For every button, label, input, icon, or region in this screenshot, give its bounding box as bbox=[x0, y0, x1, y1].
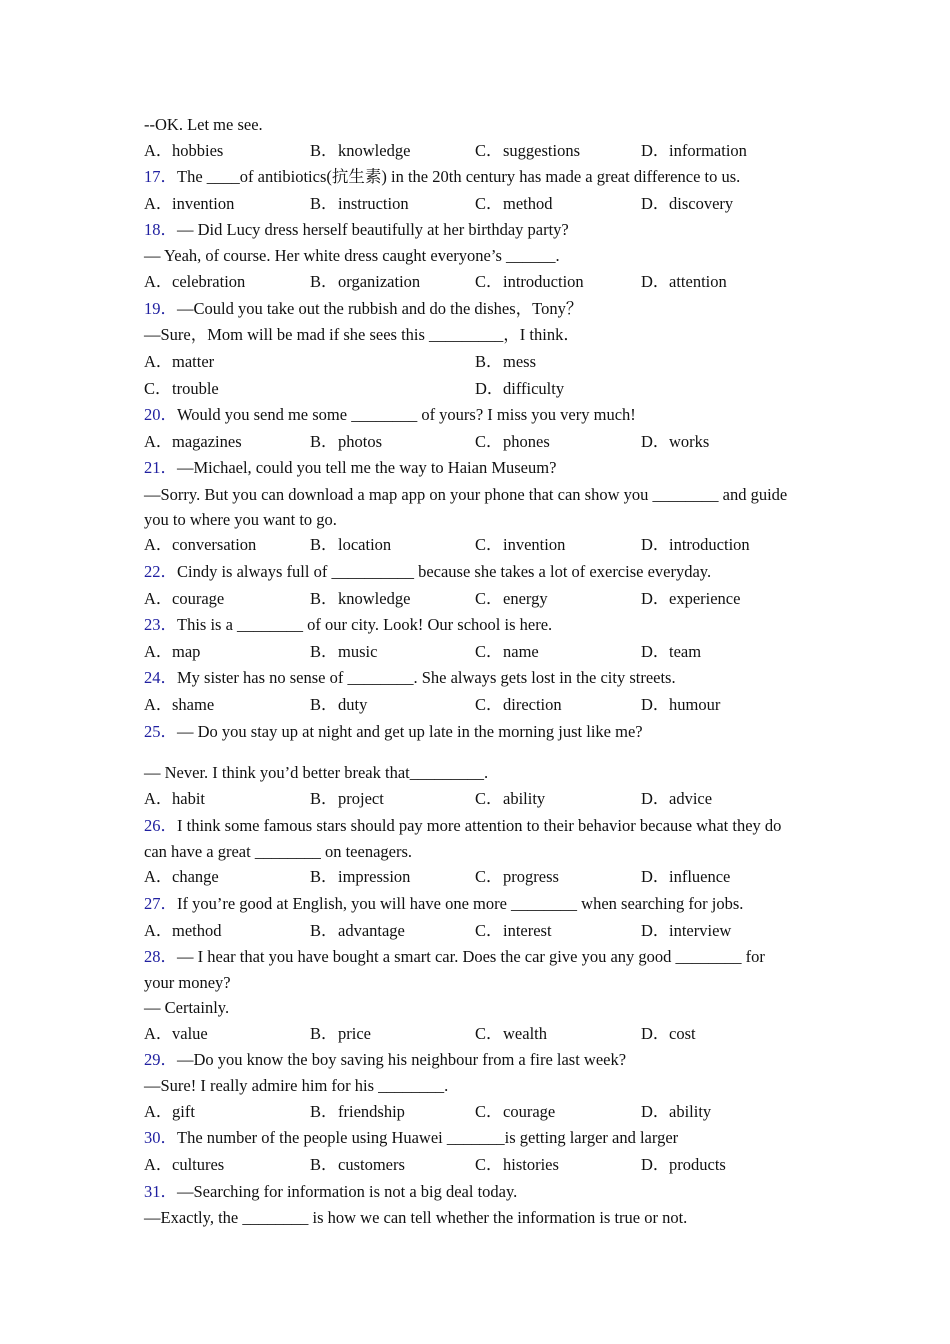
option-label: A． bbox=[144, 535, 173, 554]
option-a bbox=[144, 1101, 195, 1123]
option-text: difficulty bbox=[503, 379, 565, 398]
question-text: —Sorry. But you can download a map app on your phone that can show you ________ and guide bbox=[144, 485, 788, 504]
question-stem bbox=[144, 667, 676, 689]
question-text: Would you send me some ________ of yours? I miss you very much! bbox=[177, 405, 636, 424]
option-text: conversation bbox=[172, 535, 257, 554]
question-text: —Sure! I really admire him for his ________. bbox=[144, 1076, 449, 1095]
option-label: D． bbox=[641, 194, 670, 213]
option-c bbox=[475, 534, 565, 556]
option-text: friendship bbox=[338, 1102, 405, 1121]
question-text: If you’re good at English, you will have one more ________ when searching for jobs. bbox=[177, 894, 744, 913]
option-c bbox=[475, 694, 562, 716]
option-c bbox=[475, 866, 559, 888]
option-label: C． bbox=[475, 867, 503, 886]
option-label: A． bbox=[144, 141, 173, 160]
option-text: gift bbox=[172, 1102, 195, 1121]
option-text: price bbox=[338, 1024, 371, 1043]
option-text: energy bbox=[503, 589, 548, 608]
option-label: B． bbox=[310, 642, 338, 661]
option-label: C． bbox=[475, 535, 503, 554]
option-text: knowledge bbox=[338, 589, 411, 608]
option-text: invention bbox=[172, 194, 235, 213]
option-text: team bbox=[669, 642, 702, 661]
question-text: —Do you know the boy saving his neighbour from a fire last week? bbox=[177, 1050, 627, 1069]
question-stem bbox=[144, 1049, 626, 1071]
option-d bbox=[641, 920, 731, 942]
option-text: name bbox=[503, 642, 539, 661]
option-label: B． bbox=[475, 352, 503, 371]
option-d bbox=[641, 866, 730, 888]
option-label: D． bbox=[641, 141, 670, 160]
question-number: 23． bbox=[144, 615, 177, 634]
option-label: D． bbox=[641, 1102, 670, 1121]
question-stem bbox=[144, 561, 711, 583]
option-b bbox=[310, 1154, 405, 1176]
option-label: A． bbox=[144, 194, 173, 213]
option-text: products bbox=[669, 1155, 726, 1174]
option-label: B． bbox=[310, 921, 338, 940]
option-a bbox=[144, 431, 242, 453]
option-text: music bbox=[338, 642, 378, 661]
option-label: B． bbox=[310, 867, 338, 886]
option-d bbox=[641, 534, 750, 556]
option-text: impression bbox=[338, 867, 411, 886]
question-number: 24． bbox=[144, 668, 177, 687]
question-text: —Could you take out the rubbish and do the dishes，Tony？ bbox=[177, 299, 583, 318]
option-c bbox=[475, 1154, 559, 1176]
option-c bbox=[475, 1023, 547, 1045]
question-number: 25． bbox=[144, 722, 177, 741]
question-text: — Yeah, of course. Her white dress caught everyone’s ______. bbox=[144, 246, 560, 265]
option-d bbox=[641, 431, 709, 453]
option-label: A． bbox=[144, 642, 173, 661]
question-stem bbox=[144, 457, 556, 479]
option-label: A． bbox=[144, 789, 173, 808]
option-label: D． bbox=[641, 789, 670, 808]
option-label: D． bbox=[641, 695, 670, 714]
option-text: influence bbox=[669, 867, 731, 886]
option-a bbox=[144, 1023, 208, 1045]
question-stem bbox=[144, 166, 740, 188]
question-text: — Never. I think you’d better break that_________. bbox=[144, 763, 489, 782]
option-text: trouble bbox=[172, 379, 219, 398]
option-label: D． bbox=[641, 272, 670, 291]
option-a bbox=[144, 351, 214, 373]
option-d bbox=[641, 1154, 726, 1176]
option-c bbox=[475, 641, 539, 663]
option-label: C． bbox=[475, 1155, 503, 1174]
option-label: A． bbox=[144, 432, 173, 451]
option-b bbox=[310, 1023, 371, 1045]
option-text: histories bbox=[503, 1155, 559, 1174]
option-label: C． bbox=[475, 789, 503, 808]
option-text: knowledge bbox=[338, 141, 411, 160]
option-d bbox=[641, 1023, 696, 1045]
question-stem bbox=[144, 893, 743, 915]
question-text: can have a great ________ on teenagers. bbox=[144, 842, 413, 861]
option-b bbox=[310, 588, 410, 610]
option-label: B． bbox=[310, 432, 338, 451]
option-label: B． bbox=[310, 141, 338, 160]
option-c bbox=[475, 140, 580, 162]
question-stem bbox=[144, 614, 552, 636]
option-b bbox=[310, 694, 367, 716]
question-stem bbox=[144, 404, 636, 426]
option-a bbox=[144, 788, 205, 810]
option-text: invention bbox=[503, 535, 566, 554]
option-label: C． bbox=[475, 589, 503, 608]
option-label: C． bbox=[475, 1102, 503, 1121]
option-b bbox=[475, 351, 536, 373]
question-text: The number of the people using Huawei _______is getting larger and larger bbox=[177, 1128, 679, 1147]
option-a bbox=[144, 534, 256, 556]
question-number: 30． bbox=[144, 1128, 177, 1147]
option-text: advice bbox=[669, 789, 713, 808]
option-label: A． bbox=[144, 695, 173, 714]
option-label: B． bbox=[310, 695, 338, 714]
option-b bbox=[310, 641, 377, 663]
option-a bbox=[144, 1154, 224, 1176]
option-text: experience bbox=[669, 589, 741, 608]
question-text: — Certainly. bbox=[144, 998, 230, 1017]
option-text: mess bbox=[503, 352, 536, 371]
option-text: organization bbox=[338, 272, 421, 291]
option-a bbox=[144, 140, 223, 162]
option-label: B． bbox=[310, 1155, 338, 1174]
option-text: information bbox=[669, 141, 747, 160]
option-text: matter bbox=[172, 352, 215, 371]
question-text: —Exactly, the ________ is how we can tell whether the information is true or not. bbox=[144, 1208, 688, 1227]
question-stem bbox=[144, 721, 643, 743]
option-c bbox=[475, 1101, 555, 1123]
option-text: interview bbox=[669, 921, 732, 940]
option-b bbox=[310, 431, 382, 453]
option-text: duty bbox=[338, 695, 368, 714]
option-label: C． bbox=[144, 379, 172, 398]
question-number: 17． bbox=[144, 167, 177, 186]
question-stem bbox=[144, 815, 781, 837]
option-label: B． bbox=[310, 194, 338, 213]
option-text: photos bbox=[338, 432, 383, 451]
option-text: wealth bbox=[503, 1024, 547, 1043]
option-c bbox=[475, 588, 548, 610]
option-b bbox=[310, 193, 409, 215]
option-text: humour bbox=[669, 695, 721, 714]
option-d bbox=[641, 788, 712, 810]
option-b bbox=[310, 534, 391, 556]
option-text: courage bbox=[172, 589, 225, 608]
option-label: A． bbox=[144, 589, 173, 608]
question-text: your money? bbox=[144, 973, 231, 992]
option-label: D． bbox=[641, 1024, 670, 1043]
option-d bbox=[641, 641, 701, 663]
option-a bbox=[144, 866, 219, 888]
option-text: suggestions bbox=[503, 141, 581, 160]
option-text: shame bbox=[172, 695, 215, 714]
question-text: — Did Lucy dress herself beautifully at her birthday party? bbox=[177, 220, 569, 239]
option-c bbox=[475, 788, 545, 810]
question-stem bbox=[144, 946, 765, 968]
option-text: instruction bbox=[338, 194, 409, 213]
option-a bbox=[144, 694, 214, 716]
option-a bbox=[144, 641, 200, 663]
question-number: 29． bbox=[144, 1050, 177, 1069]
option-text: method bbox=[172, 921, 222, 940]
question-number: 28． bbox=[144, 947, 177, 966]
option-label: D． bbox=[475, 379, 504, 398]
option-label: A． bbox=[144, 1024, 173, 1043]
question-number: 26． bbox=[144, 816, 177, 835]
option-text: discovery bbox=[669, 194, 734, 213]
option-a bbox=[144, 588, 224, 610]
option-text: progress bbox=[503, 867, 559, 886]
option-text: location bbox=[338, 535, 392, 554]
option-c bbox=[475, 920, 552, 942]
option-c bbox=[475, 193, 553, 215]
option-label: D． bbox=[641, 1155, 670, 1174]
option-text: cost bbox=[669, 1024, 696, 1043]
option-label: B． bbox=[310, 1102, 338, 1121]
option-text: method bbox=[503, 194, 553, 213]
option-text: map bbox=[172, 642, 201, 661]
option-label: B． bbox=[310, 272, 338, 291]
option-b bbox=[310, 788, 384, 810]
option-label: B． bbox=[310, 589, 338, 608]
question-stem bbox=[144, 219, 569, 241]
question-text: — Do you stay up at night and get up late in the morning just like me? bbox=[177, 722, 643, 741]
question-text: This is a ________ of our city. Look! Our school is here. bbox=[177, 615, 553, 634]
option-label: D． bbox=[641, 921, 670, 940]
option-text: works bbox=[669, 432, 710, 451]
option-c bbox=[144, 378, 219, 400]
option-c bbox=[475, 271, 584, 293]
option-label: C． bbox=[475, 921, 503, 940]
option-text: cultures bbox=[172, 1155, 225, 1174]
option-text: hobbies bbox=[172, 141, 224, 160]
option-text: magazines bbox=[172, 432, 242, 451]
option-b bbox=[310, 920, 405, 942]
question-stem bbox=[144, 298, 582, 320]
question-number: 19． bbox=[144, 299, 177, 318]
option-text: habit bbox=[172, 789, 205, 808]
option-text: change bbox=[172, 867, 219, 886]
option-text: project bbox=[338, 789, 384, 808]
option-label: D． bbox=[641, 432, 670, 451]
option-d bbox=[641, 271, 727, 293]
option-b bbox=[310, 1101, 405, 1123]
question-text: --OK. Let me see. bbox=[144, 115, 263, 134]
option-label: B． bbox=[310, 535, 338, 554]
option-label: A． bbox=[144, 1155, 173, 1174]
option-text: interest bbox=[503, 921, 552, 940]
option-c bbox=[475, 431, 550, 453]
option-text: ability bbox=[669, 1102, 712, 1121]
question-text: Cindy is always full of __________ because she takes a lot of exercise everyday. bbox=[177, 562, 712, 581]
option-text: direction bbox=[503, 695, 562, 714]
option-label: A． bbox=[144, 1102, 173, 1121]
question-stem bbox=[144, 1181, 517, 1203]
question-number: 18． bbox=[144, 220, 177, 239]
option-label: C． bbox=[475, 695, 503, 714]
option-text: celebration bbox=[172, 272, 246, 291]
question-number: 27． bbox=[144, 894, 177, 913]
question-text: — I hear that you have bought a smart car. Does the car give you any good ________ for bbox=[177, 947, 765, 966]
option-d bbox=[641, 1101, 711, 1123]
option-label: D． bbox=[641, 535, 670, 554]
option-label: D． bbox=[641, 589, 670, 608]
option-a bbox=[144, 193, 234, 215]
option-text: value bbox=[172, 1024, 208, 1043]
option-d bbox=[641, 140, 747, 162]
option-b bbox=[310, 866, 410, 888]
option-text: ability bbox=[503, 789, 546, 808]
option-label: C． bbox=[475, 1024, 503, 1043]
option-a bbox=[144, 271, 245, 293]
question-number: 21． bbox=[144, 458, 177, 477]
question-text: I think some famous stars should pay more attention to their behavior because what they do bbox=[177, 816, 782, 835]
option-label: D． bbox=[641, 642, 670, 661]
question-text: My sister has no sense of ________. She always gets lost in the city streets. bbox=[177, 668, 676, 687]
option-label: C． bbox=[475, 141, 503, 160]
option-d bbox=[641, 588, 740, 610]
option-text: attention bbox=[669, 272, 727, 291]
option-label: A． bbox=[144, 867, 173, 886]
question-number: 31． bbox=[144, 1182, 177, 1201]
question-number: 20． bbox=[144, 405, 177, 424]
option-label: C． bbox=[475, 194, 503, 213]
option-text: courage bbox=[503, 1102, 556, 1121]
option-text: introduction bbox=[503, 272, 584, 291]
question-stem bbox=[144, 1127, 678, 1149]
option-label: B． bbox=[310, 1024, 338, 1043]
question-text: you to where you want to go. bbox=[144, 510, 337, 529]
option-label: A． bbox=[144, 272, 173, 291]
option-d bbox=[641, 193, 733, 215]
question-text: —Sure，Mom will be mad if she sees this _________，I think． bbox=[144, 325, 580, 344]
option-label: D． bbox=[641, 867, 670, 886]
option-label: A． bbox=[144, 921, 173, 940]
option-text: customers bbox=[338, 1155, 405, 1174]
option-b bbox=[310, 271, 420, 293]
option-label: B． bbox=[310, 789, 338, 808]
option-a bbox=[144, 920, 222, 942]
option-label: C． bbox=[475, 432, 503, 451]
question-text: —Michael, could you tell me the way to Haian Museum? bbox=[177, 458, 557, 477]
question-text: The ____of antibiotics(抗生素) in the 20th century has made a great difference to us. bbox=[177, 167, 741, 186]
option-text: introduction bbox=[669, 535, 750, 554]
option-text: advantage bbox=[338, 921, 405, 940]
option-d bbox=[475, 378, 564, 400]
option-label: A． bbox=[144, 352, 173, 371]
option-label: C． bbox=[475, 272, 503, 291]
option-text: phones bbox=[503, 432, 550, 451]
option-b bbox=[310, 140, 410, 162]
question-number: 22． bbox=[144, 562, 177, 581]
option-d bbox=[641, 694, 720, 716]
option-label: C． bbox=[475, 642, 503, 661]
question-text: —Searching for information is not a big deal today. bbox=[177, 1182, 518, 1201]
